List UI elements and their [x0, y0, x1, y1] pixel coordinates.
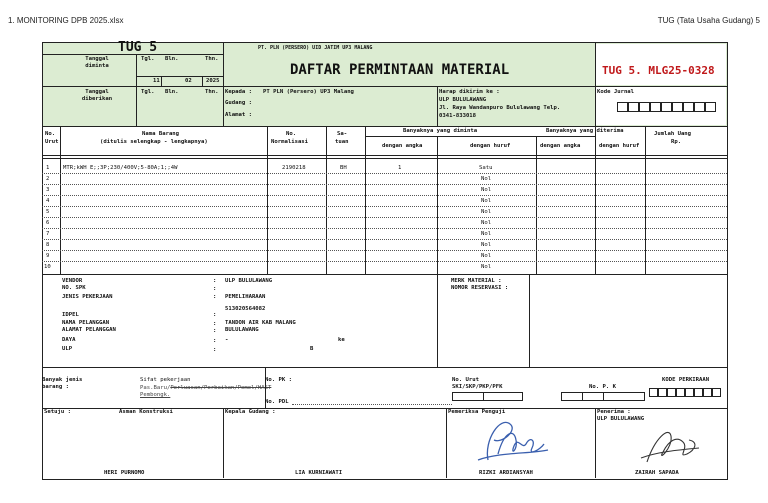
- rule: [42, 158, 727, 159]
- col-diminta-label: Banyaknya yang diminta: [403, 128, 478, 134]
- row-no: 6: [46, 220, 50, 226]
- setuju-label: Setuju :: [44, 409, 71, 415]
- row-huruf: Nol: [481, 187, 492, 193]
- table-row[interactable]: [42, 164, 727, 174]
- asman-label: Asman Konstruksi: [119, 409, 173, 415]
- pdl-field-line: [292, 404, 452, 405]
- colon: :: [213, 347, 217, 353]
- colon: :: [213, 328, 217, 334]
- tgl-label-2: Tgl.: [141, 89, 155, 95]
- row-no: 3: [46, 187, 50, 193]
- col-diminta-huruf: dengan huruf: [470, 143, 511, 149]
- form-title: DAFTAR PERMINTAAN MATERIAL: [290, 62, 510, 78]
- kode-perkiraan-box[interactable]: [667, 388, 676, 397]
- tgl-label: Tgl.: [141, 56, 155, 62]
- sifat-label: Sifat pekerjaan: [140, 377, 191, 383]
- row-huruf: Nol: [481, 198, 492, 204]
- row-huruf: Nol: [481, 176, 492, 182]
- kode-jurnal-box[interactable]: [683, 102, 694, 112]
- colon: :: [213, 338, 217, 344]
- alamat-pelanggan-label: ALAMAT PELANGGAN: [62, 327, 116, 333]
- harap-line-2: Jl. Raya Wandanpuro Bululawang Telp.: [439, 105, 561, 111]
- table-row[interactable]: [42, 219, 727, 229]
- harap-line-1: ULP BULULAWANG: [439, 97, 487, 103]
- vendor-label: VENDOR: [62, 278, 83, 284]
- row-huruf: Nol: [481, 231, 492, 237]
- banyak-jenis-label: Banyak jenis: [42, 377, 83, 383]
- kode-perkiraan-box[interactable]: [694, 388, 703, 397]
- col-diminta-angka: dengan angka: [382, 143, 423, 149]
- kode-perkiraan-box[interactable]: [703, 388, 712, 397]
- rule: [529, 274, 530, 367]
- colon: :: [213, 286, 217, 292]
- kode-jurnal-box[interactable]: [705, 102, 716, 112]
- kode-perkiraan-box[interactable]: [658, 388, 667, 397]
- col-uang-1: Jumlah Uang: [654, 131, 692, 137]
- pemeriksa-name: RIZKI ARDIANSYAH: [479, 470, 533, 476]
- col-nama-label: Nama Barang: [142, 131, 180, 137]
- vendor-value: ULP BULULAWANG: [225, 278, 273, 284]
- row-huruf: Nol: [481, 242, 492, 248]
- idpel-label: IDPEL: [62, 312, 79, 318]
- reservasi-label: NOMOR RESERVASI :: [451, 285, 509, 291]
- jenis-value: PEMELIHARAAN: [225, 294, 266, 300]
- idpel-value: 513020564082: [225, 306, 266, 312]
- merk-label: MERK MATERIAL :: [451, 278, 502, 284]
- bln-label-2: Bln.: [165, 89, 179, 95]
- rule: [161, 76, 162, 86]
- nama-pelanggan-label: NAMA PELANGGAN: [62, 320, 110, 326]
- nama-pelanggan-value: TANDON AIR KAB MALANG: [225, 320, 296, 326]
- row-huruf: Nol: [481, 253, 492, 259]
- kode-jurnal-box[interactable]: [639, 102, 650, 112]
- rule: [42, 274, 727, 275]
- kode-jurnal-box[interactable]: [694, 102, 705, 112]
- row-no: 9: [46, 253, 50, 259]
- file-name: 1. MONITORING DPB 2025.xlsx: [8, 16, 124, 25]
- kode-jurnal-box[interactable]: [661, 102, 672, 112]
- col-satuan-2: tuan: [335, 139, 349, 145]
- harap-line-3: 0341-833018: [439, 113, 477, 119]
- kepada-label: Kepada :: [225, 89, 252, 95]
- tanggal-diberikan-label: Tanggal diberikan: [81, 89, 113, 102]
- row-nama: MTR;kWH E;;3P;230/400V;5-80A;1;;4W: [63, 165, 178, 171]
- form-sheet: [42, 42, 728, 479]
- daya-unit: ke: [338, 337, 345, 343]
- row-rule: [42, 261, 727, 262]
- row-rule: [42, 250, 727, 251]
- rule: [42, 367, 727, 368]
- tanggal-diminta-label: Tanggal diminta: [85, 56, 109, 69]
- tug-label: TUG 5: [118, 40, 158, 55]
- col-diterima-label: Banyaknya yang diterima: [546, 128, 624, 134]
- penerima-name: ZAIRAH SAPADA: [635, 470, 679, 476]
- row-huruf: Nol: [481, 220, 492, 226]
- signature-pemeriksa: [470, 410, 550, 472]
- rule: [42, 155, 727, 156]
- col-diterima-angka: dengan angka: [540, 143, 581, 149]
- row-rule: [42, 217, 727, 218]
- no-pk-box[interactable]: [603, 392, 645, 401]
- col-urut-label: Urut: [45, 139, 59, 145]
- row-rule: [42, 206, 727, 207]
- bln-label: Bln.: [165, 56, 179, 62]
- col-no-label: No.: [45, 131, 56, 137]
- sheet-name: TUG (Tata Usaha Gudang) 5: [657, 16, 760, 25]
- ski-label: SKI/SKP/PKP/PFK: [452, 384, 503, 390]
- row-angka: 1: [398, 165, 402, 171]
- row-rule: [42, 195, 727, 196]
- rule: [595, 408, 596, 478]
- kode-perkiraan-label: KODE PERKIRAAN: [662, 377, 710, 383]
- date-month: 02: [185, 78, 192, 84]
- col-uang-2: Rp.: [671, 139, 682, 145]
- table-row[interactable]: [42, 208, 727, 218]
- thn-label-2: Thn.: [205, 89, 219, 95]
- gudang-label: Gudang :: [225, 100, 252, 106]
- rule: [437, 274, 438, 367]
- rule: [365, 136, 595, 137]
- row-no: 4: [46, 198, 50, 204]
- kode-perkiraan-box[interactable]: [649, 388, 658, 397]
- row-rule: [42, 184, 727, 185]
- colon: :: [213, 294, 217, 300]
- sifat-option-baru: Pas.Baru/: [140, 385, 171, 391]
- rule: [42, 126, 727, 127]
- row-rule: [42, 228, 727, 229]
- kepala-gudang-label: Kepala Gudang :: [225, 409, 276, 415]
- col-satuan-1: Sa-: [337, 131, 348, 137]
- col-normalisasi-2: Normalisasi: [271, 139, 309, 145]
- kode-perkiraan-box[interactable]: [712, 388, 721, 397]
- kode-perkiraan-box[interactable]: [685, 388, 694, 397]
- row-satuan: BH: [340, 165, 347, 171]
- rule: [202, 76, 203, 86]
- rule: [595, 42, 596, 126]
- kode-jurnal-box[interactable]: [672, 102, 683, 112]
- kode-perkiraan-box[interactable]: [676, 388, 685, 397]
- company-name: PT. PLN (PERSERO) UID JATIM UP3 MALANG: [258, 45, 373, 51]
- row-huruf: Nol: [481, 209, 492, 215]
- spk-label: NO. SPK: [62, 285, 86, 291]
- barang-label: barang :: [42, 384, 69, 390]
- rule: [42, 86, 727, 87]
- rule: [136, 54, 137, 126]
- col-diterima-huruf: dengan huruf: [599, 143, 640, 149]
- ulp-label: ULP: [62, 346, 73, 352]
- rule: [437, 86, 438, 126]
- rule: [223, 42, 224, 126]
- colon: :: [213, 312, 217, 318]
- col-nama-sub: (ditulis selengkap - lengkapnya): [100, 139, 208, 145]
- row-rule: [42, 173, 727, 174]
- kepala-gudang-name: LIA KURNIAWATI: [295, 470, 343, 476]
- date-day: 11: [153, 78, 160, 84]
- kepada-value: PT PLN (Persero) UP3 Malang: [263, 89, 354, 95]
- harap-label: Harap dikirim ke :: [439, 89, 500, 95]
- table-row[interactable]: [42, 241, 727, 251]
- kode-jurnal-box[interactable]: [617, 102, 628, 112]
- row-no: 7: [46, 231, 50, 237]
- row-no: 10: [44, 264, 51, 270]
- row-huruf: Nol: [481, 264, 492, 270]
- daya-value: -: [225, 337, 229, 343]
- row-huruf: Satu: [479, 165, 493, 171]
- no-urut-box[interactable]: [483, 392, 523, 401]
- colon: :: [213, 278, 217, 284]
- no-p-k-label: No. P. K: [589, 384, 616, 390]
- col-normalisasi-1: No.: [286, 131, 297, 137]
- signature-penerima: [637, 418, 703, 472]
- no-urut-box[interactable]: [452, 392, 484, 401]
- no-pdl-label: No. PDL: [265, 399, 289, 405]
- no-pk-box[interactable]: [582, 392, 604, 401]
- alamat-pelanggan-value: BULULAWANG: [225, 327, 259, 333]
- penerima-unit: ULP BULULAWANG: [597, 416, 645, 422]
- row-normalisasi: 2190218: [282, 165, 306, 171]
- rule: [42, 54, 223, 55]
- row-no: 2: [46, 176, 50, 182]
- sifat-options: [140, 385, 271, 392]
- table-row[interactable]: [42, 230, 727, 240]
- colon: :: [213, 321, 217, 327]
- doc-number: TUG 5. MLG25-0328: [602, 64, 715, 77]
- row-no: 5: [46, 209, 50, 215]
- kode-jurnal-box[interactable]: [628, 102, 639, 112]
- row-no: 8: [46, 242, 50, 248]
- sifat-option-pembongkaran: Pembongk.: [140, 392, 171, 398]
- no-pk-box[interactable]: [561, 392, 583, 401]
- sifat-option-perluasan: Perluasan/Perbaikan/Pemel/HAST: [170, 385, 272, 391]
- rule: [446, 408, 447, 478]
- kode-jurnal-box[interactable]: [650, 102, 661, 112]
- jenis-label: JENIS PEKERJAAN: [62, 294, 113, 300]
- no-pk-label: No. PK :: [265, 377, 292, 383]
- no-urut-label: No. Urut: [452, 377, 479, 383]
- table-row[interactable]: [42, 197, 727, 207]
- penerima-label: Penerima :: [597, 409, 631, 415]
- pemeriksa-label: Pemeriksa Penguji: [448, 409, 506, 415]
- thn-label: Thn.: [205, 56, 219, 62]
- rule: [223, 408, 224, 478]
- kode-jurnal-label: Kode Jurnal: [597, 89, 635, 95]
- table-row[interactable]: [42, 175, 727, 185]
- alamat-label: Alamat :: [225, 112, 252, 118]
- row-no: 1: [46, 165, 50, 171]
- asman-name: HERI PURNOMO: [104, 470, 145, 476]
- table-row[interactable]: [42, 252, 727, 262]
- row-rule: [42, 239, 727, 240]
- table-row[interactable]: [42, 263, 727, 273]
- rule: [136, 76, 224, 77]
- date-year: 2025: [206, 78, 220, 84]
- daya-label: DAYA: [62, 337, 76, 343]
- table-row[interactable]: [42, 186, 727, 196]
- ulp-value: B: [310, 346, 314, 352]
